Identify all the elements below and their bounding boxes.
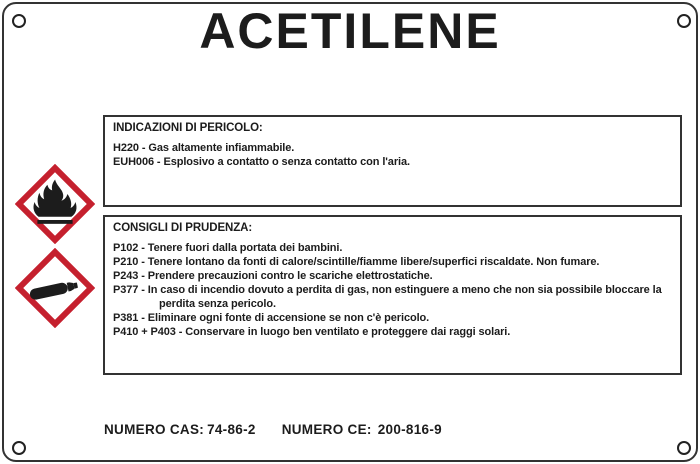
precaution-statement: P102 - Tenere fuori dalla portata dei bambini. (113, 242, 343, 254)
precaution-statement: P210 - Tenere lontano da fonti di calore/scintille/fiamme libere/superfici riscaldate. Non fumare. (113, 256, 600, 268)
precautionary-statements-box (103, 215, 682, 375)
ghs-gas-under-pressure-pictogram (15, 248, 95, 328)
precaution-statement: P381 - Eliminare ogni fonte di accensione se non c'è pericolo. (113, 312, 430, 324)
precaution-box-header: CONSIGLI DI PRUDENZA: (113, 222, 253, 234)
ghs-flame-icon (15, 164, 95, 244)
hazard-statements-box (103, 115, 682, 207)
ce-number-value: 200-816-9 (377, 422, 442, 437)
screw-hole-bottom-left (12, 441, 26, 455)
ce-number-label: NUMERO CE: (281, 422, 372, 437)
precaution-statement: P377 - In caso di incendio dovuto a perdita di gas, non estinguere a meno che non sia possibile bloccare la perdita senza pericolo. (113, 284, 662, 310)
substance-title: ACETILENE (199, 3, 501, 59)
ghs-flammable-pictogram (15, 164, 95, 244)
registry-numbers (104, 422, 442, 437)
cas-number-value: 74-86-2 (207, 422, 256, 437)
hazard-statement: EUH006 - Esplosivo a contatto o senza contatto con l'aria. (113, 156, 410, 168)
hazard-box-header: INDICAZIONI DI PERICOLO: (113, 122, 263, 134)
hazard-statement: H220 - Gas altamente infiammabile. (113, 142, 295, 154)
screw-hole-bottom-right (677, 441, 691, 455)
precaution-statement: P243 - Prendere precauzioni contro le scariche elettrostatiche. (113, 270, 433, 282)
ghs-gas-cylinder-icon (15, 248, 95, 328)
cas-number-label: NUMERO CAS: (104, 422, 205, 437)
precaution-statement: P410 + P403 - Conservare in luogo ben ventilato e proteggere dai raggi solari. (113, 326, 511, 338)
